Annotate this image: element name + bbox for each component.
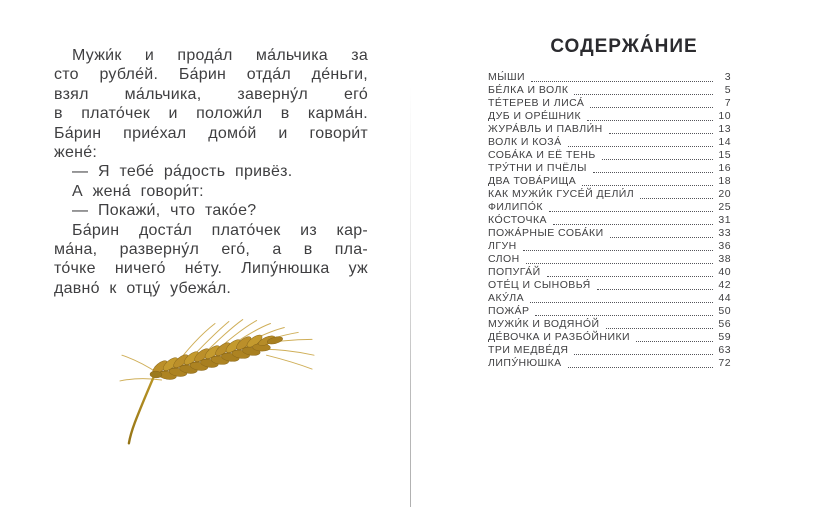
- toc-entry: [488, 201, 731, 214]
- story-text: [54, 46, 368, 298]
- toc-entry: [488, 253, 731, 266]
- story-line: давно́ к отцу́ убежа́л.: [54, 279, 232, 297]
- toc-dot-leader: [553, 224, 713, 225]
- toc-dot-leader: [574, 354, 713, 355]
- toc-dot-leader: [582, 185, 713, 186]
- story-line: ма́на, разверну́л его́, а в пла-: [54, 240, 368, 258]
- wheat-stem: [129, 377, 154, 443]
- toc-entry: [488, 123, 731, 136]
- toc-dot-leader: [587, 120, 713, 121]
- toc-entry-page-number: 63: [718, 344, 731, 356]
- toc-entry-title: ПОЖА́РНЫЕ СОБА́КИ: [488, 227, 604, 239]
- toc-entry-title: СОБА́КА И ЕЁ ТЕНЬ: [488, 149, 596, 161]
- toc-entry: [488, 84, 731, 97]
- toc-dot-leader: [597, 289, 713, 290]
- toc-entry-page-number: 25: [718, 201, 731, 213]
- toc-entry: [488, 214, 731, 227]
- toc-entry-title: ЛГУН: [488, 240, 517, 252]
- toc-dot-leader: [547, 276, 713, 277]
- story-line: А жена́ говори́т:: [72, 182, 204, 200]
- toc-entry-title: ЛИПУ́НЮШКА: [488, 357, 562, 369]
- toc-entry-page-number: 38: [718, 253, 731, 265]
- toc-entry: [488, 162, 731, 175]
- toc-entry-page-number: 15: [718, 149, 731, 161]
- toc-entry-page-number: 72: [718, 357, 731, 369]
- toc-dot-leader: [535, 315, 713, 316]
- toc-dot-leader: [531, 81, 713, 82]
- toc-dot-leader: [593, 172, 713, 173]
- toc-entry-page-number: 14: [718, 136, 731, 148]
- toc-entry: [488, 240, 731, 253]
- toc-entry-title: ДЕ́ВОЧКА И РАЗБО́ЙНИКИ: [488, 331, 631, 343]
- toc-entry-page-number: 7: [724, 97, 731, 109]
- toc-entry-title: ФИЛИПО́К: [488, 201, 543, 213]
- toc-entry-title: МЫ́ШИ: [488, 71, 526, 83]
- toc-dot-leader: [606, 328, 714, 329]
- toc-entry: [488, 266, 731, 279]
- toc-entry-page-number: 56: [718, 318, 731, 330]
- toc-entry-page-number: 42: [718, 279, 731, 291]
- toc-entry-page-number: 18: [718, 175, 731, 187]
- toc-entry-page-number: 36: [718, 240, 731, 252]
- toc-dot-leader: [574, 94, 713, 95]
- page-gutter-divider: [410, 86, 411, 507]
- story-line: то́чке ничего́ не́ту. Липу́нюшка уж: [54, 260, 368, 278]
- story-line: жене́:: [54, 143, 98, 161]
- toc-entry: [488, 331, 731, 344]
- toc-dot-leader: [526, 263, 713, 264]
- toc-dot-leader: [640, 198, 713, 199]
- toc-entry: [488, 149, 731, 162]
- toc-entry-title: КО́СТОЧКА: [488, 214, 547, 226]
- toc-entry: [488, 292, 731, 305]
- toc-entry-title: ТРИ МЕДВЕ́ДЯ: [488, 344, 569, 356]
- toc-entry-title: МУЖИ́К И ВОДЯНО́Й: [488, 318, 600, 330]
- toc-dot-leader: [610, 237, 713, 238]
- toc-dot-leader: [602, 159, 713, 160]
- toc-dot-leader: [590, 107, 713, 108]
- toc-entry-page-number: 44: [718, 292, 731, 304]
- toc-entry-title: СЛОН: [488, 253, 520, 265]
- toc-entry: [488, 110, 731, 123]
- toc-dot-leader: [530, 302, 713, 303]
- toc-entry-page-number: 33: [718, 227, 731, 239]
- toc-entry-title: ДУБ И ОРЕ́ШНИК: [488, 110, 582, 122]
- toc-entry: [488, 97, 731, 110]
- toc-entry-title: ОТЕ́Ц И СЫНОВЬЯ́: [488, 279, 591, 291]
- story-line: сто рубле́й. Ба́рин отда́л де́ньги,: [54, 66, 368, 84]
- wheat-ear-illustration: [118, 301, 316, 449]
- toc-list: [488, 71, 731, 370]
- toc-entry: [488, 357, 731, 370]
- toc-dot-leader: [568, 146, 713, 147]
- toc-entry-title: ПОПУГА́Й: [488, 266, 541, 278]
- story-line: в плато́чек и положи́л в карма́н.: [54, 105, 368, 123]
- toc-entry-title: КАК МУЖИ́К ГУСЕ́Й ДЕЛИ́Л: [488, 188, 635, 200]
- toc-entry-title: БЕ́ЛКА И ВОЛК: [488, 84, 569, 96]
- story-line: — Покажи́, что тако́е?: [72, 202, 257, 220]
- toc-dot-leader: [568, 367, 713, 368]
- toc-entry-page-number: 10: [718, 110, 731, 122]
- story-line: — Я тебе́ ра́дость привёз.: [72, 163, 293, 181]
- toc-entry-page-number: 20: [718, 188, 731, 200]
- story-line: Ба́рин доста́л плато́чек из кар-: [72, 221, 368, 239]
- toc-entry-title: ТЕ́ТЕРЕВ И ЛИСА́: [488, 97, 585, 109]
- toc-entry-page-number: 13: [718, 123, 731, 135]
- toc-entry: [488, 188, 731, 201]
- toc-dot-leader: [549, 211, 713, 212]
- toc-entry: [488, 279, 731, 292]
- toc-entry-title: ВОЛК И КОЗА́: [488, 136, 562, 148]
- toc-entry-title: ДВА ТОВА́РИЩА: [488, 175, 577, 187]
- toc-entry: [488, 305, 731, 318]
- toc-entry-title: ТРУ́ТНИ И ПЧЁЛЫ: [488, 162, 587, 174]
- toc-entry: [488, 344, 731, 357]
- toc-entry-page-number: 59: [718, 331, 731, 343]
- toc-entry-title: ПОЖА́Р: [488, 305, 530, 317]
- toc-entry: [488, 318, 731, 331]
- toc-dot-leader: [609, 133, 713, 134]
- toc-entry-page-number: 5: [724, 84, 731, 96]
- toc-title: СОДЕРЖА́НИЕ: [550, 36, 698, 57]
- right-page: [488, 36, 731, 370]
- toc-entry-page-number: 3: [724, 71, 731, 83]
- toc-dot-leader: [636, 341, 713, 342]
- story-line: Мужи́к и прода́л ма́льчика за: [72, 47, 368, 64]
- toc-entry: [488, 175, 731, 188]
- toc-entry-page-number: 16: [718, 162, 731, 174]
- toc-entry: [488, 227, 731, 240]
- toc-entry-title: ЖУРА́ВЛЬ И ПАВЛИ́Н: [488, 123, 603, 135]
- toc-dot-leader: [523, 250, 713, 251]
- toc-entry-page-number: 50: [718, 305, 731, 317]
- toc-entry-page-number: 31: [718, 214, 731, 226]
- toc-entry: [488, 136, 731, 149]
- toc-entry-title: АКУ́ЛА: [488, 292, 525, 304]
- toc-entry-page-number: 40: [718, 266, 731, 278]
- story-line: Ба́рин прие́хал домо́й и говори́т: [54, 124, 368, 142]
- story-line: взял ма́льчика, заверну́л его́: [54, 85, 368, 103]
- toc-entry: [488, 71, 731, 84]
